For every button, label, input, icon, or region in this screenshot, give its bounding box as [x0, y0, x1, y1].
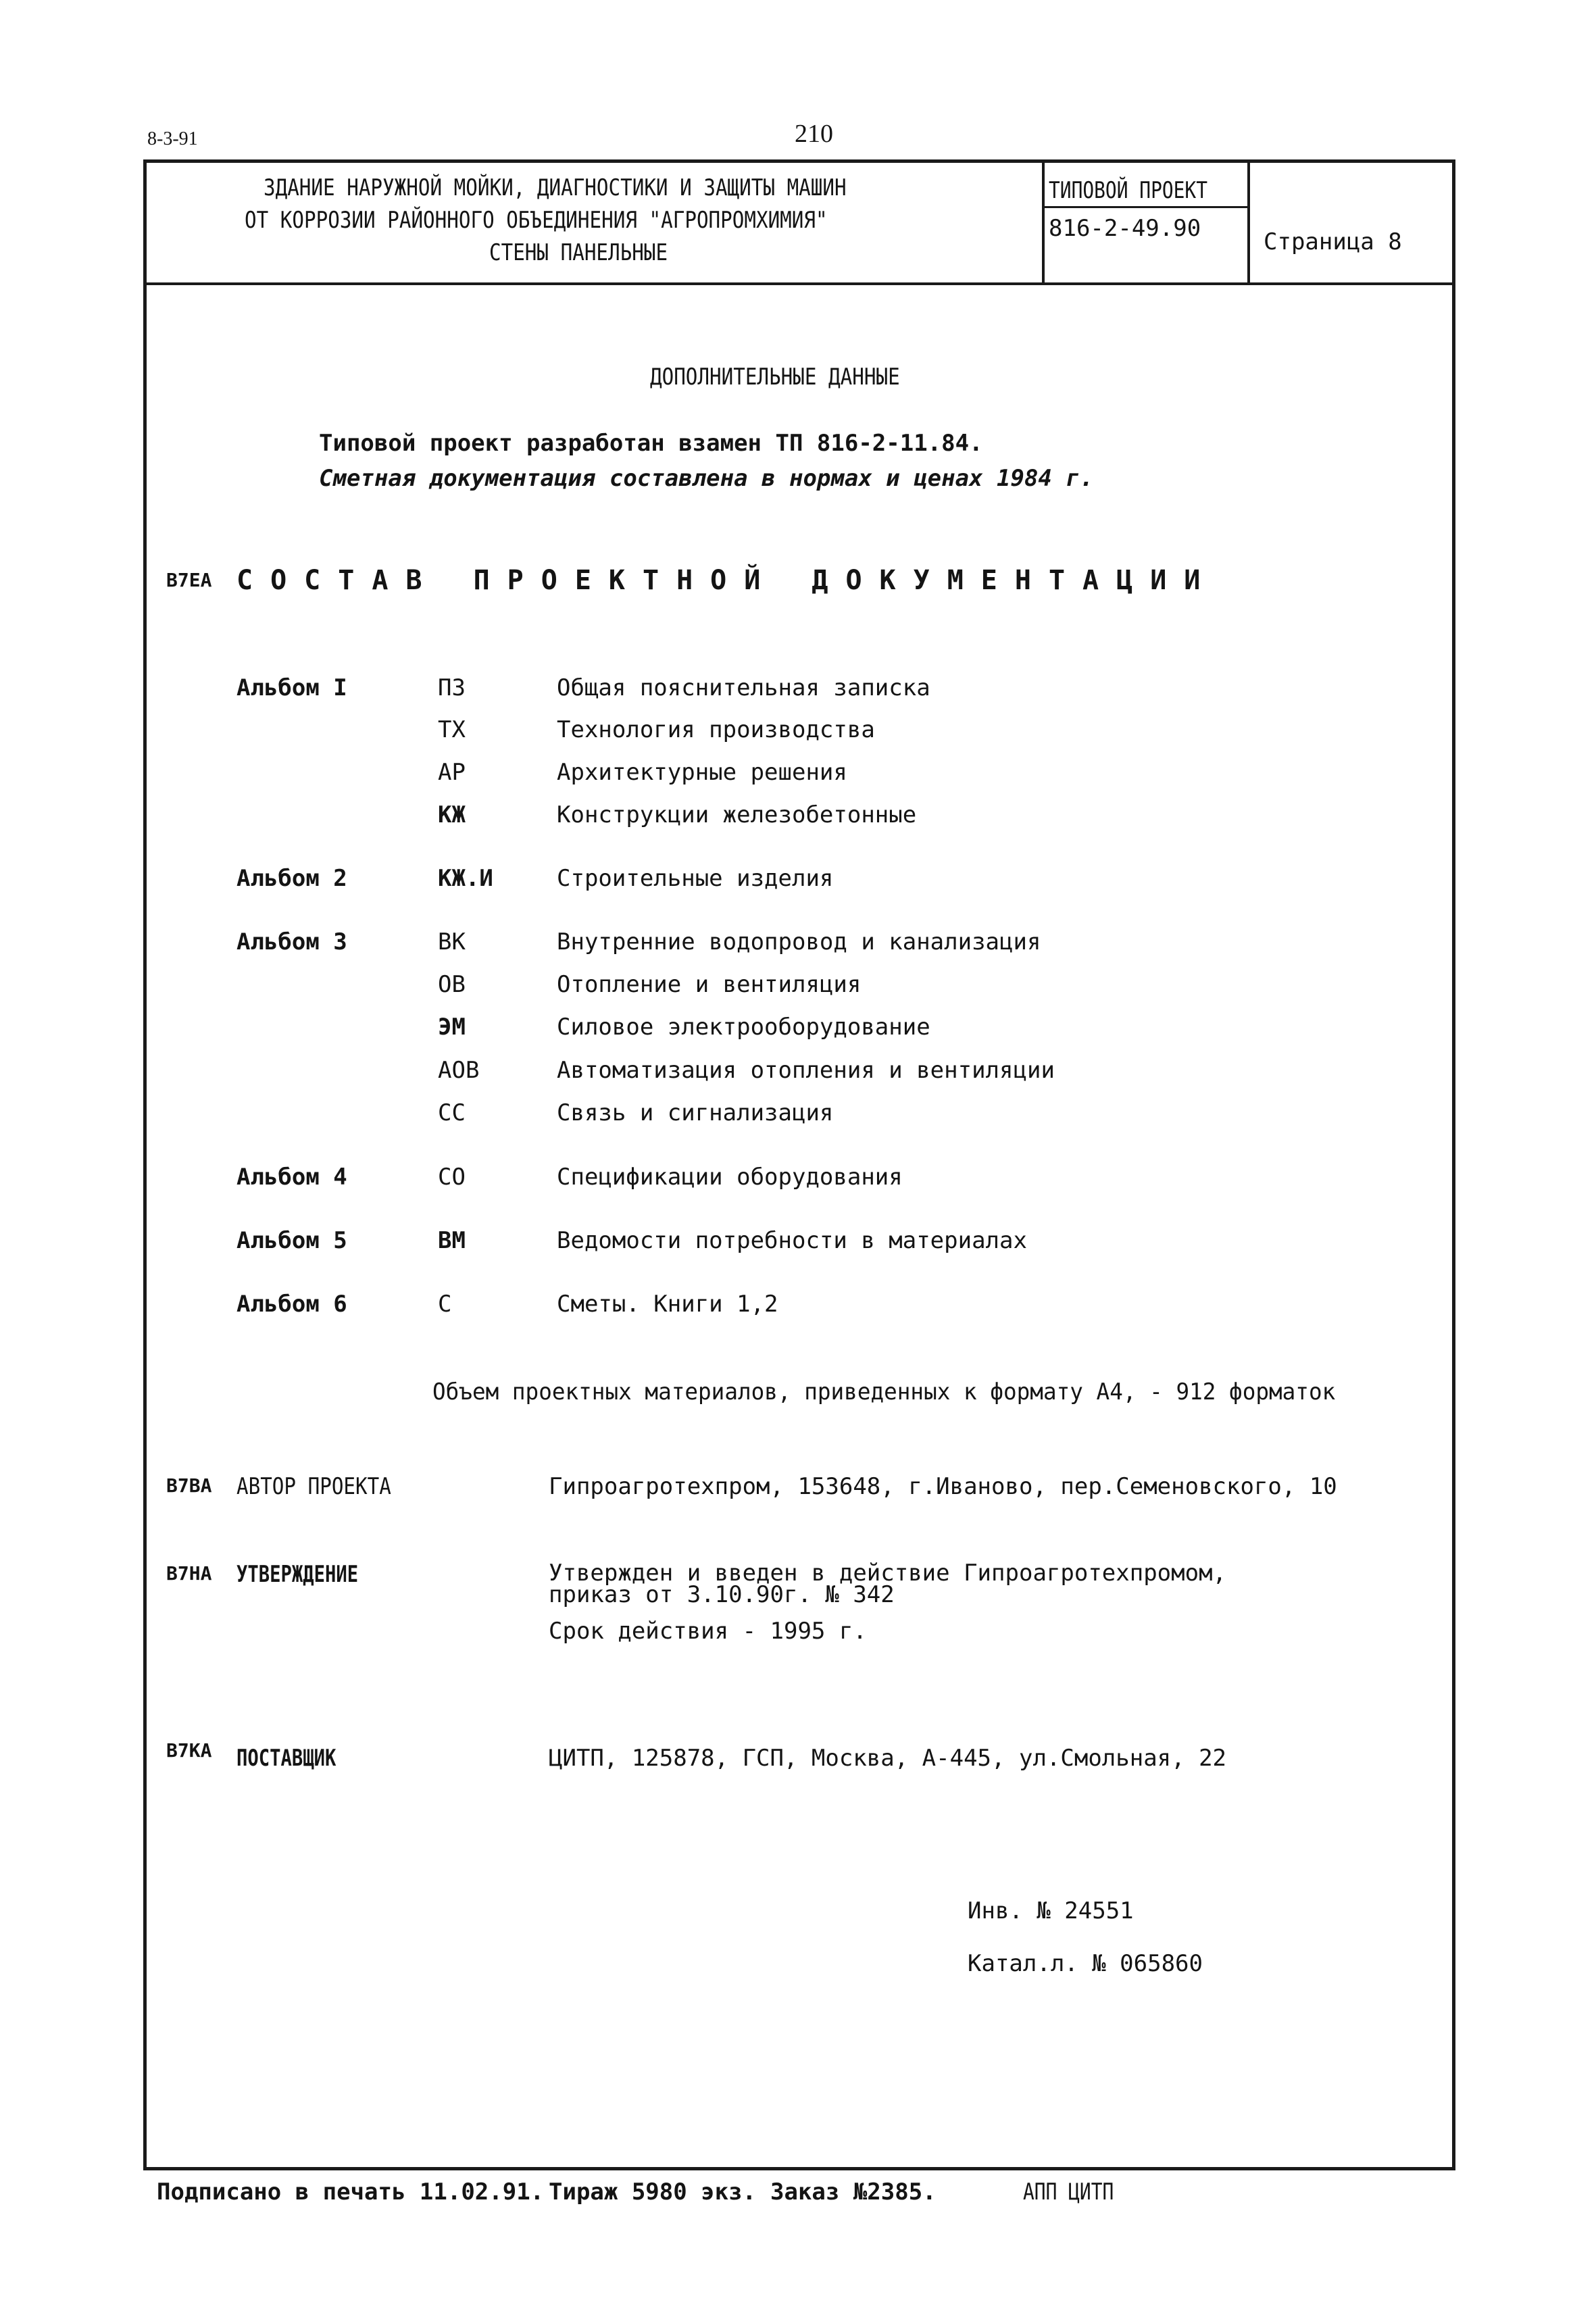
- composition-title: СОСТАВ ПРОЕКТНОЙ ДОКУМЕНТАЦИИ: [236, 565, 1218, 596]
- author-label: АВТОР ПРОЕКТА: [236, 1473, 391, 1500]
- author-value: Гипроагротехпром, 153648, г.Иваново, пер.Семеновского, 10: [549, 1473, 1337, 1500]
- album-3-code-4: АОВ: [438, 1057, 480, 1084]
- approval-line-3: Срок действия - 1995 г.: [549, 1618, 867, 1645]
- footer-publisher: АПП ЦИТП: [1023, 2179, 1114, 2206]
- album-3-name-4: Автоматизация отопления и вентиляции: [557, 1057, 1055, 1084]
- page-label: Страница 8: [1264, 228, 1402, 255]
- album-3-name-1: Внутренние водопровод и канализация: [557, 928, 1041, 955]
- album-3-code-3: ЭМ: [438, 1014, 466, 1041]
- album-2: Альбом 2: [236, 865, 347, 892]
- section-title: ДОПОЛНИТЕЛЬНЫЕ ДАННЫЕ: [650, 364, 900, 391]
- sheet-code: 8-3-91: [147, 128, 198, 149]
- album-3-name-2: Отопление и вентиляция: [557, 971, 862, 998]
- album-3-name-5: Связь и сигнализация: [557, 1099, 834, 1126]
- album-1-code-4: КЖ: [438, 801, 466, 828]
- album-3: Альбом 3: [236, 928, 347, 955]
- album-3-name-3: Силовое электрооборудование: [557, 1014, 930, 1041]
- volume-note: Объем проектных материалов, приведенных к формату А4, - 912 форматок: [432, 1378, 1336, 1405]
- footer-order: Заказ №2385.: [770, 2179, 937, 2206]
- project-label: ТИПОВОЙ ПРОЕКТ: [1049, 177, 1207, 204]
- album-4: Альбом 4: [236, 1164, 347, 1191]
- album-1-code-1: ПЗ: [438, 674, 466, 701]
- approval-line-1: Утвержден и введен в действие Гипроагротехпромом,: [549, 1560, 1227, 1587]
- album-3-code-2: ОВ: [438, 971, 466, 998]
- album-2-code-1: КЖ.И: [438, 865, 493, 892]
- supplier-label: ПОСТАВЩИК: [236, 1745, 336, 1772]
- album-2-name-1: Строительные изделия: [557, 865, 834, 892]
- approval-code: В7НА: [166, 1562, 212, 1585]
- album-1-name-2: Технология производства: [557, 716, 875, 743]
- footer-circulation: Тираж 5980 экз.: [549, 2179, 757, 2206]
- intro-line-2: Сметная документация составлена в нормах и ценах 1984 г.: [319, 465, 1094, 492]
- supplier-value: ЦИТП, 125878, ГСП, Москва, А-445, ул.Смольная, 22: [549, 1745, 1227, 1772]
- album-1-code-3: АР: [438, 759, 466, 786]
- album-1-name-1: Общая пояснительная записка: [557, 674, 930, 701]
- inventory-number: Инв. № 24551: [968, 1897, 1134, 1924]
- intro-line-1: Типовой проект разработан взамен ТП 816-2-11.84.: [319, 430, 983, 457]
- approval-label: УТВЕРЖДЕНИЕ: [236, 1561, 359, 1588]
- header-col-divider-2: [1247, 161, 1250, 284]
- album-6-code-1: С: [438, 1291, 452, 1318]
- page-number: 210: [795, 120, 833, 148]
- project-cell-divider: [1043, 206, 1249, 208]
- album-6: Альбом 6: [236, 1291, 347, 1318]
- project-code: 816-2-49.90: [1049, 215, 1201, 242]
- album-5-code-1: ВМ: [438, 1227, 466, 1254]
- header-title-line-3: СТЕНЫ ПАНЕЛЬНЫЕ: [489, 239, 668, 266]
- approval-line-2: приказ от 3.10.90г. № 342: [549, 1581, 895, 1608]
- header-title-line-1: ЗДАНИЕ НАРУЖНОЙ МОЙКИ, ДИАГНОСТИКИ И ЗАЩИТЫ МАШИН: [264, 174, 847, 201]
- album-4-code-1: СО: [438, 1164, 466, 1191]
- album-1-name-4: Конструкции железобетонные: [557, 801, 917, 828]
- album-3-code-5: СС: [438, 1099, 466, 1126]
- album-5: Альбом 5: [236, 1227, 347, 1254]
- header-title-line-2: ОТ КОРРОЗИИ РАЙОННОГО ОБЪЕДИНЕНИЯ "АГРОПРОМХИМИЯ": [245, 207, 828, 234]
- catalog-number: Катал.л. № 065860: [968, 1950, 1203, 1977]
- album-1: Альбом I: [236, 674, 347, 701]
- supplier-code: В7КА: [166, 1739, 212, 1762]
- header-divider: [145, 282, 1454, 285]
- album-5-name-1: Ведомости потребности в материалах: [557, 1227, 1027, 1254]
- album-1-code-2: ТХ: [438, 716, 466, 743]
- album-6-name-1: Сметы. Книги 1,2: [557, 1291, 778, 1318]
- composition-code: В7ЕА: [166, 569, 212, 591]
- footer-signed: Подписано в печать 11.02.91.: [157, 2179, 545, 2206]
- album-3-code-1: ВК: [438, 928, 466, 955]
- author-code: В7ВА: [166, 1474, 212, 1497]
- header-col-divider-1: [1042, 161, 1045, 284]
- album-4-name-1: Спецификации оборудования: [557, 1164, 903, 1191]
- album-1-name-3: Архитектурные решения: [557, 759, 847, 786]
